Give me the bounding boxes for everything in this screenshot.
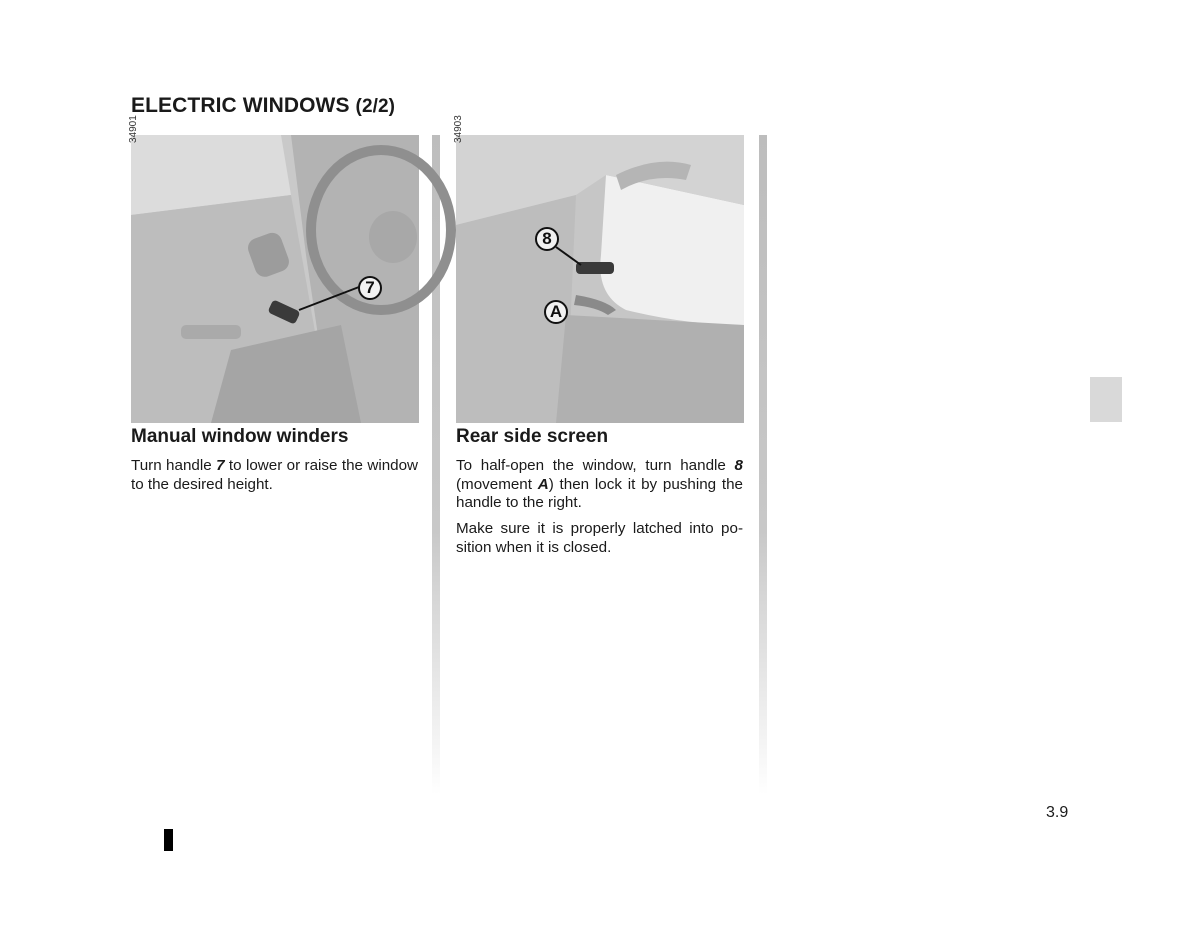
ref-handle-7: 7 [216, 457, 225, 474]
paragraph-manual-winders: Turn handle 7 to lower or raise the window to the desired height. [131, 457, 418, 493]
figure-code: 34901 [128, 115, 139, 143]
page-number: 3.9 [1046, 804, 1069, 821]
paragraph-rear-screen-instructions: To half-open the window, turn handle 8 (movement A) then lock it by pushing the handle to the right. [456, 457, 743, 511]
print-edge-mark [164, 829, 173, 851]
page-title-suffix: (2/2) [355, 96, 396, 117]
chapter-tab [1090, 377, 1122, 422]
figure-door-interior [128, 115, 419, 423]
paragraph-rear-screen-latch: Make sure it is properly latched into po-sition when it is closed. [456, 520, 743, 556]
callout-7: 7 [358, 276, 382, 300]
ref-handle-8: 8 [734, 457, 743, 474]
heading-rear-side-screen: Rear side screen [456, 426, 609, 447]
ref-movement-a: A [537, 475, 549, 493]
figure-code: 34903 [453, 115, 464, 143]
heading-manual-window-winders: Manual window winders [131, 426, 349, 447]
column-divider-left [432, 135, 440, 795]
column-divider-right [759, 135, 767, 795]
page-title-main: ELECTRIC WINDOWS [131, 94, 350, 117]
figure-rear-side-window [453, 115, 744, 423]
rear-side-window-illustration [456, 135, 744, 423]
callout-8: 8 [535, 227, 559, 251]
page-title [131, 94, 395, 118]
callout-a: A [544, 300, 568, 324]
